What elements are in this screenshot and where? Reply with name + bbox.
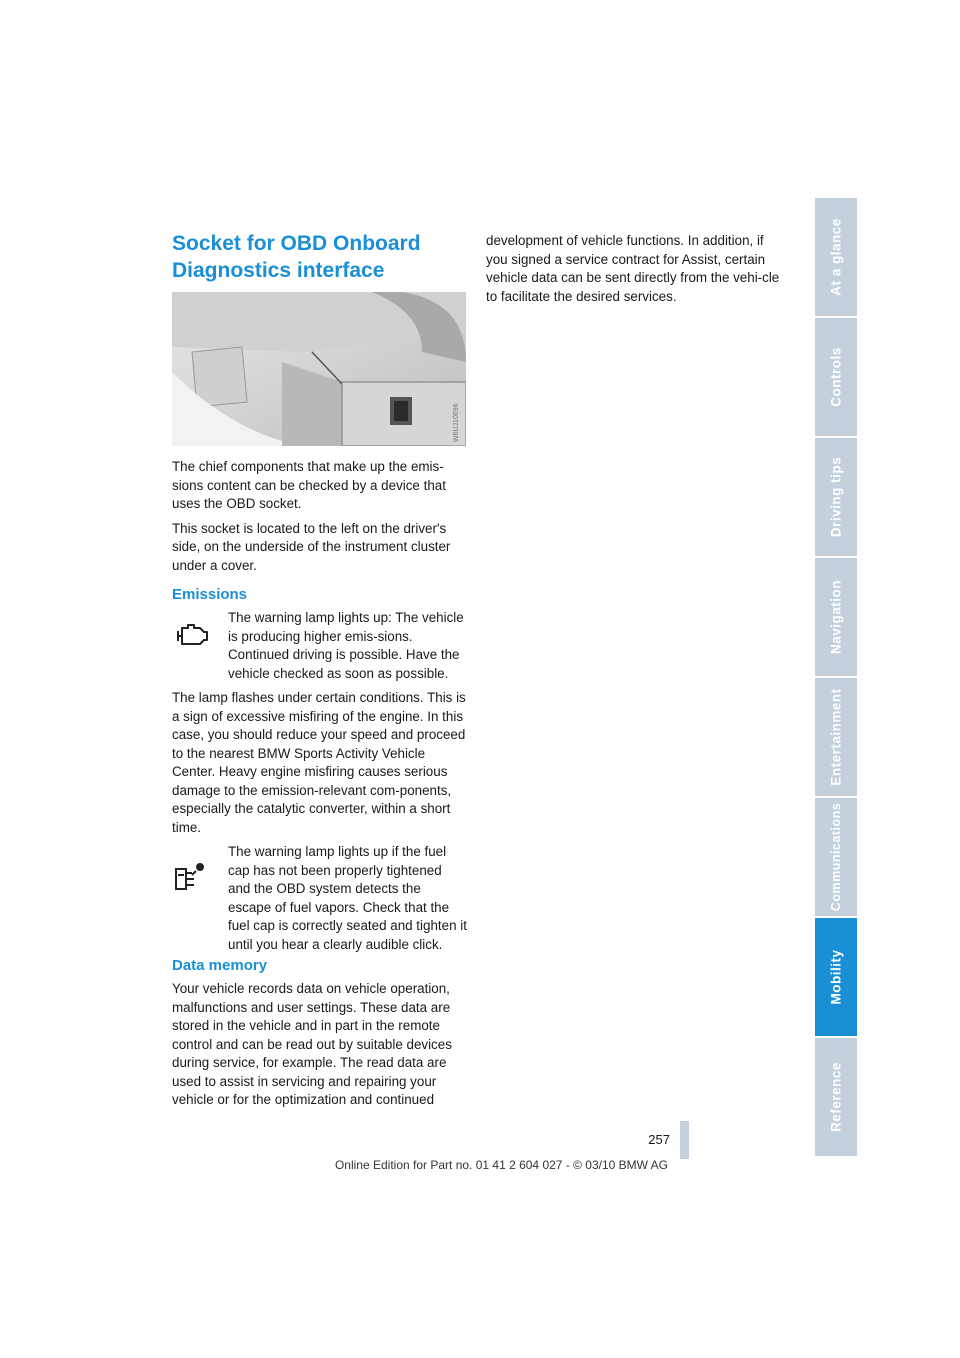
data-memory-continued: development of vehicle functions. In addition, if you signed a service contract for Assist, certain vehicle data can be sent directly from the vehi-cle to facilitate the desired services. <box>486 233 780 304</box>
emissions-heading: Emissions <box>172 586 248 603</box>
obd-socket-illustration <box>172 292 466 446</box>
check-engine-icon <box>172 619 212 653</box>
tab-controls[interactable]: Controls <box>815 318 857 438</box>
tab-driving-tips[interactable]: Driving tips <box>815 438 857 558</box>
data-memory-heading: Data memory <box>172 957 268 974</box>
intro-paragraph: The chief components that make up the emis-sions content can be checked by a device that uses the OBD socket. <box>172 459 446 511</box>
tab-mobility[interactable]: Mobility <box>815 918 857 1038</box>
fuel-cap-icon <box>172 859 212 893</box>
footer: Online Edition for Part no. 01 41 2 604 027 - © 03/10 BMW AG <box>334 1158 668 1172</box>
page-number: 257 <box>648 1132 670 1147</box>
right-column <box>486 232 781 306</box>
page-title: Socket for OBD Onboard Diagnostics interface <box>172 232 421 282</box>
data-memory-text: Your vehicle records data on vehicle operation, malfunctions and user settings. These data are stored in the vehicle and in part in the remote control and can be read out by suitable devices during service, for example. The read data are used to assist in servicing and repairing your vehicle or for the optimization and continued <box>172 981 452 1107</box>
obd-socket-photo <box>172 292 466 446</box>
tab-navigation[interactable]: Navigation <box>815 558 857 678</box>
tab-at-a-glance[interactable]: At a glance <box>815 198 857 318</box>
lamp2-text: The warning lamp lights up if the fuel cap has not been properly tightened and the OBD system detects the escape of fuel vapors. Check that the fuel cap is correctly seated and tighten it until you hear a clearly audible click. <box>228 844 467 952</box>
data-memory-section <box>172 980 467 1110</box>
tab-reference[interactable]: Reference <box>815 1038 857 1158</box>
emissions-section <box>172 609 467 954</box>
flash-text: The lamp flashes under certain conditions. This is a sign of excessive misfiring of the engine. In this case, you should reduce your speed and proceed to the nearest BMW Sports Activity Vehicle Center. Heavy engine misfiring causes serious damage to the emission-relevant com-ponents, especially the catalytic converter, within a short time. <box>172 690 466 835</box>
tab-communications[interactable]: Communications <box>815 798 857 918</box>
page-mark <box>680 1121 689 1159</box>
chapter-sidebar <box>815 198 857 1158</box>
intro-section <box>172 458 467 575</box>
lamp1-text: The warning lamp lights up: The vehicle is producing higher emis-sions. Continued driving is possible. Have the vehicle checked as soon as possible. <box>228 610 464 681</box>
photo-code: W6UJ10696 <box>453 403 460 442</box>
intro-paragraph: This socket is located to the left on the driver's side, on the underside of the instrument cluster under a cover. <box>172 520 451 573</box>
tab-entertainment[interactable]: Entertainment <box>815 678 857 798</box>
